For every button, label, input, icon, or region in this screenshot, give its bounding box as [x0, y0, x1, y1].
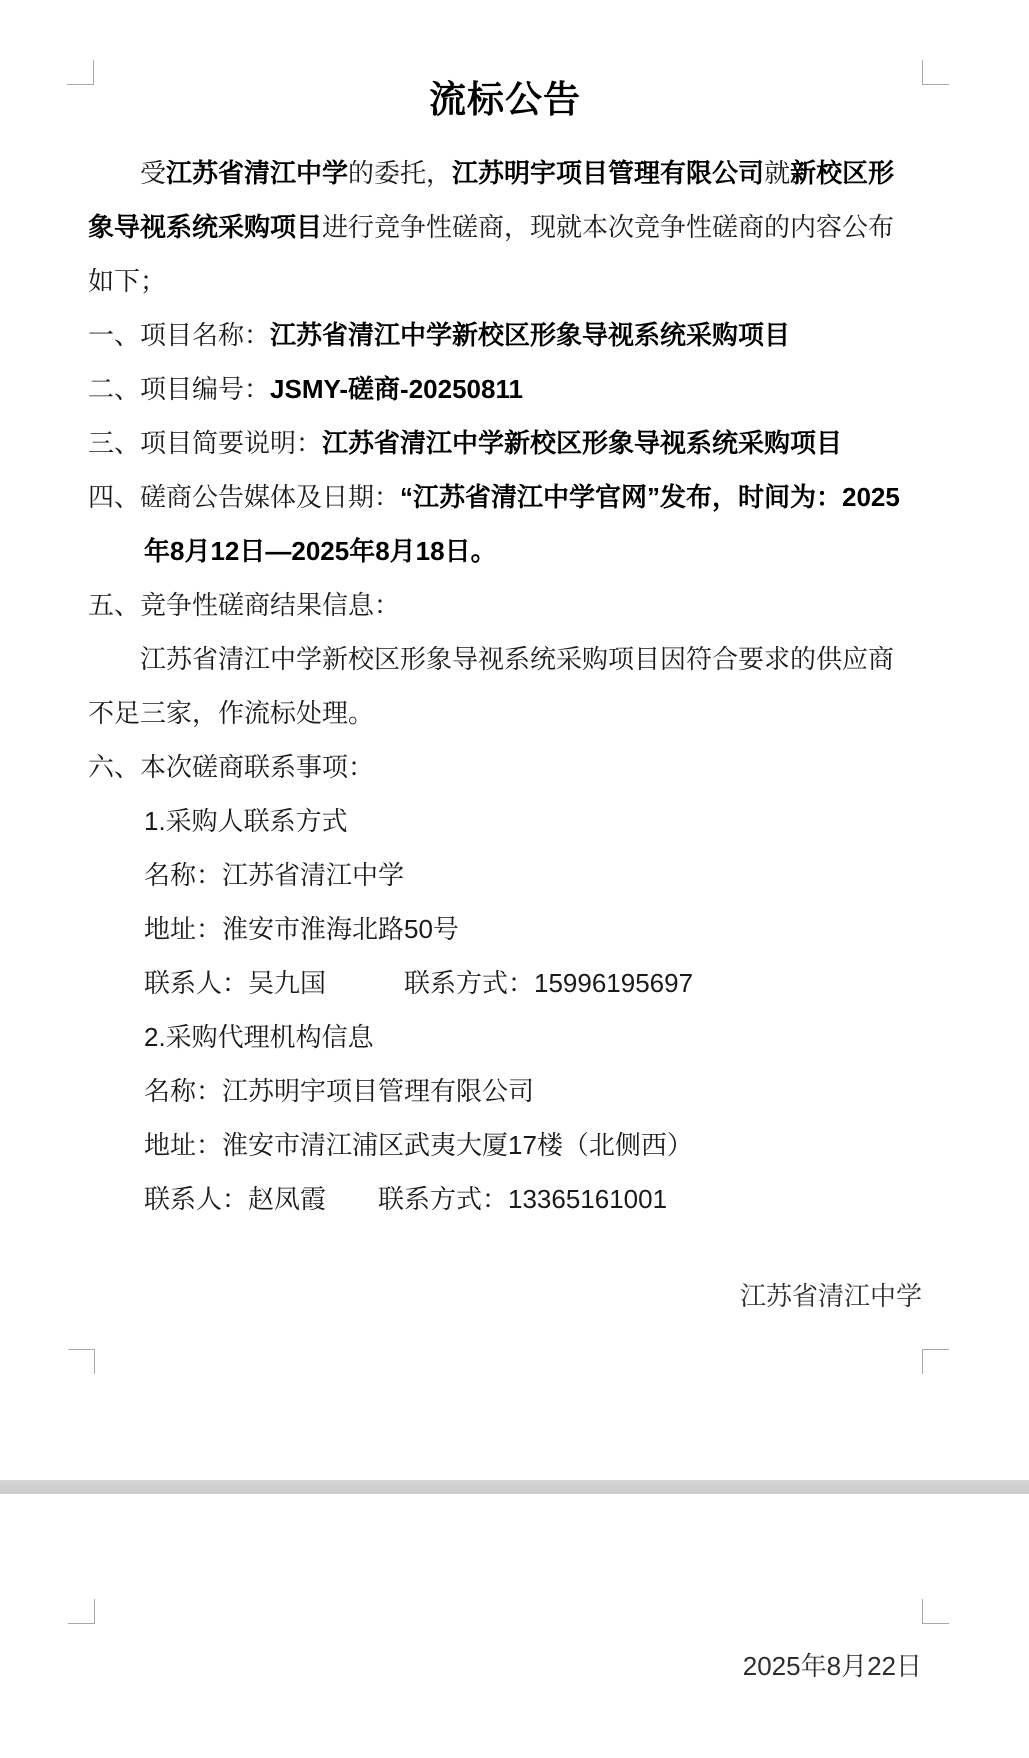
agency-address — [88, 1118, 922, 1172]
text-run: 地址：淮安市清江浦区武夷大厦17楼（北侧西） — [144, 1130, 693, 1160]
margin-mark-bottom-left-icon — [68, 1349, 95, 1374]
text-run: 江苏省清江中学新校区形象导视系统采购项目因符合要求的供应商 — [140, 644, 895, 674]
bold-text-run: “江苏省清江中学官网”发布，时间为：2025 — [400, 482, 900, 512]
intro-line-2 — [88, 200, 922, 254]
signature: 江苏省清江中学 — [739, 1281, 922, 1311]
purchaser-contact-person — [88, 956, 922, 1010]
purchaser-contact-heading — [88, 794, 922, 848]
result-paragraph-line-2 — [88, 686, 922, 740]
text-run: 名称：江苏省清江中学 — [144, 860, 405, 890]
text-run: 三、项目简要说明： — [88, 428, 323, 458]
document-title: 流标公告 — [429, 79, 581, 120]
text-run: 1.采购人联系方式 — [144, 806, 348, 836]
text-run: 不足三家，作流标处理。 — [88, 698, 375, 728]
item-5-result-heading — [88, 578, 922, 632]
item-2-project-number — [88, 362, 922, 416]
intro-line-1 — [88, 146, 922, 200]
text-run: 就 — [764, 158, 791, 188]
result-paragraph-line-1 — [88, 632, 922, 686]
margin-mark-top-left-icon — [67, 60, 94, 85]
item-4-media-date-line-1 — [88, 470, 922, 524]
document-page-2 — [0, 1494, 1029, 1758]
document-date: 2025年8月22日 — [742, 1651, 922, 1681]
purchaser-address — [88, 902, 922, 956]
text-run: 进行竞争性磋商，现就本次竞争性磋商的内容公布 — [322, 212, 895, 242]
agency-contact-person — [88, 1172, 922, 1226]
text-run: 六、本次磋商联系事项： — [88, 752, 375, 782]
bold-text-run: 江苏省清江中学新校区形象导视系统采购项目 — [322, 428, 843, 458]
text-run: 的委托， — [348, 158, 453, 188]
text-run: 一、项目名称： — [88, 320, 271, 350]
bold-text-run: 新校区形 — [790, 158, 895, 188]
bold-text-run: 象导视系统采购项目 — [88, 212, 323, 242]
text-run: 五、竞争性磋商结果信息： — [88, 590, 401, 620]
text-run: 联系人：吴九国 联系方式：15996195697 — [144, 968, 694, 998]
text-run: 名称：江苏明宇项目管理有限公司 — [144, 1076, 535, 1106]
bold-text-run: 江苏省清江中学新校区形象导视系统采购项目 — [270, 320, 791, 350]
item-1-project-name — [88, 308, 922, 362]
text-run: 地址：淮安市淮海北路50号 — [144, 914, 459, 944]
text-run: 四、磋商公告媒体及日期： — [88, 482, 401, 512]
purchaser-name — [88, 848, 922, 902]
bold-text-run: 江苏明宇项目管理有限公司 — [452, 158, 765, 188]
text-run: 2.采购代理机构信息 — [144, 1022, 374, 1052]
text-run: 如下； — [88, 266, 167, 296]
document-body — [0, 146, 1029, 1323]
item-4-media-date-line-2 — [88, 524, 922, 578]
bold-text-run: 年8月12日—2025年8月18日。 — [144, 536, 497, 566]
margin-mark-top-right-icon — [922, 60, 949, 85]
item-6-contact-heading — [88, 740, 922, 794]
text-run: 二、项目编号： — [88, 374, 271, 404]
agency-name — [88, 1064, 922, 1118]
item-3-project-description — [88, 416, 922, 470]
bold-text-run: JSMY-磋商-20250811 — [270, 374, 523, 404]
text-run: 受 — [140, 158, 167, 188]
page-separator — [0, 1480, 1029, 1494]
page2-margin-mark-top-right-icon — [922, 1599, 949, 1624]
margin-mark-bottom-right-icon — [922, 1349, 949, 1374]
text-run: 联系人：赵凤霞 联系方式：13365161001 — [144, 1184, 668, 1214]
agency-heading — [88, 1010, 922, 1064]
bold-text-run: 江苏省清江中学 — [166, 158, 349, 188]
page2-margin-mark-top-left-icon — [68, 1599, 95, 1624]
intro-line-3 — [88, 254, 922, 308]
